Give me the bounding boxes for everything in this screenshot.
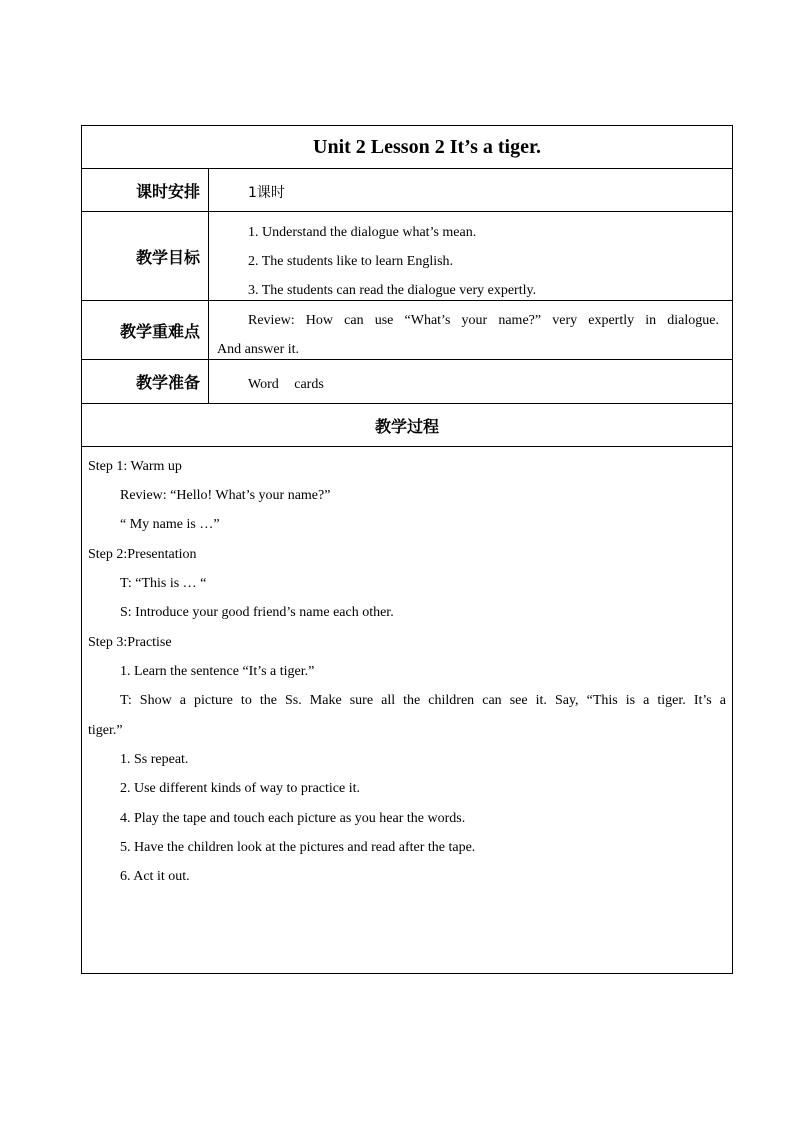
period-value-cell bbox=[210, 169, 732, 211]
objective-item: 3. The students can read the dialogue very expertly. bbox=[248, 283, 537, 298]
period-value: 1课时 bbox=[248, 185, 285, 201]
process-line: T: “This is … “ bbox=[120, 576, 207, 591]
key-points-row bbox=[82, 301, 732, 360]
period-row bbox=[82, 169, 732, 212]
process-line: 4. Play the tape and touch each picture as you hear the words. bbox=[120, 811, 466, 826]
preparation-value: Word cards bbox=[248, 377, 324, 392]
process-line: tiger.” bbox=[88, 723, 123, 738]
objective-item: 2. The students like to learn English. bbox=[248, 254, 454, 269]
preparation-label: 教学准备 bbox=[82, 360, 209, 403]
key-points-line: Review: How can use “What’s your name?” very expertly in dialogue. bbox=[248, 313, 719, 328]
process-line: Step 2:Presentation bbox=[88, 547, 197, 562]
process-line: “ My name is …” bbox=[120, 517, 220, 532]
lesson-plan-table bbox=[81, 125, 733, 974]
key-points-label: 教学重难点 bbox=[82, 301, 209, 359]
objective-item: 1. Understand the dialogue what’s mean. bbox=[248, 225, 477, 240]
process-line: Review: “Hello! What’s your name?” bbox=[120, 488, 331, 503]
key-points-cell bbox=[210, 301, 732, 359]
process-line: 1. Learn the sentence “It’s a tiger.” bbox=[120, 664, 315, 679]
process-line: S: Introduce your good friend’s name each other. bbox=[120, 605, 394, 620]
process-body bbox=[82, 447, 732, 973]
process-line: 1. Ss repeat. bbox=[120, 752, 189, 767]
process-line: T: Show a picture to the Ss. Make sure all the children can see it. Say, “This is a tiger. It’s a bbox=[120, 693, 726, 708]
objectives-cell bbox=[210, 212, 732, 300]
key-points-line: And answer it. bbox=[217, 342, 300, 357]
objectives-row bbox=[82, 212, 732, 301]
lesson-title: Unit 2 Lesson 2 It’s a tiger. bbox=[313, 135, 541, 158]
process-heading: 教学过程 bbox=[374, 416, 439, 436]
process-line: Step 3:Practise bbox=[88, 635, 172, 650]
process-heading-row bbox=[82, 404, 732, 447]
process-line: 2. Use different kinds of way to practice it. bbox=[120, 781, 361, 796]
preparation-value-cell bbox=[210, 360, 732, 403]
preparation-row bbox=[82, 360, 732, 404]
process-line: Step 1: Warm up bbox=[88, 459, 182, 474]
period-label: 课时安排 bbox=[82, 169, 209, 211]
process-line: 5. Have the children look at the pictures and read after the tape. bbox=[120, 840, 476, 855]
process-line: 6. Act it out. bbox=[120, 869, 190, 884]
objectives-label: 教学目标 bbox=[82, 212, 209, 300]
title-row bbox=[82, 126, 732, 169]
